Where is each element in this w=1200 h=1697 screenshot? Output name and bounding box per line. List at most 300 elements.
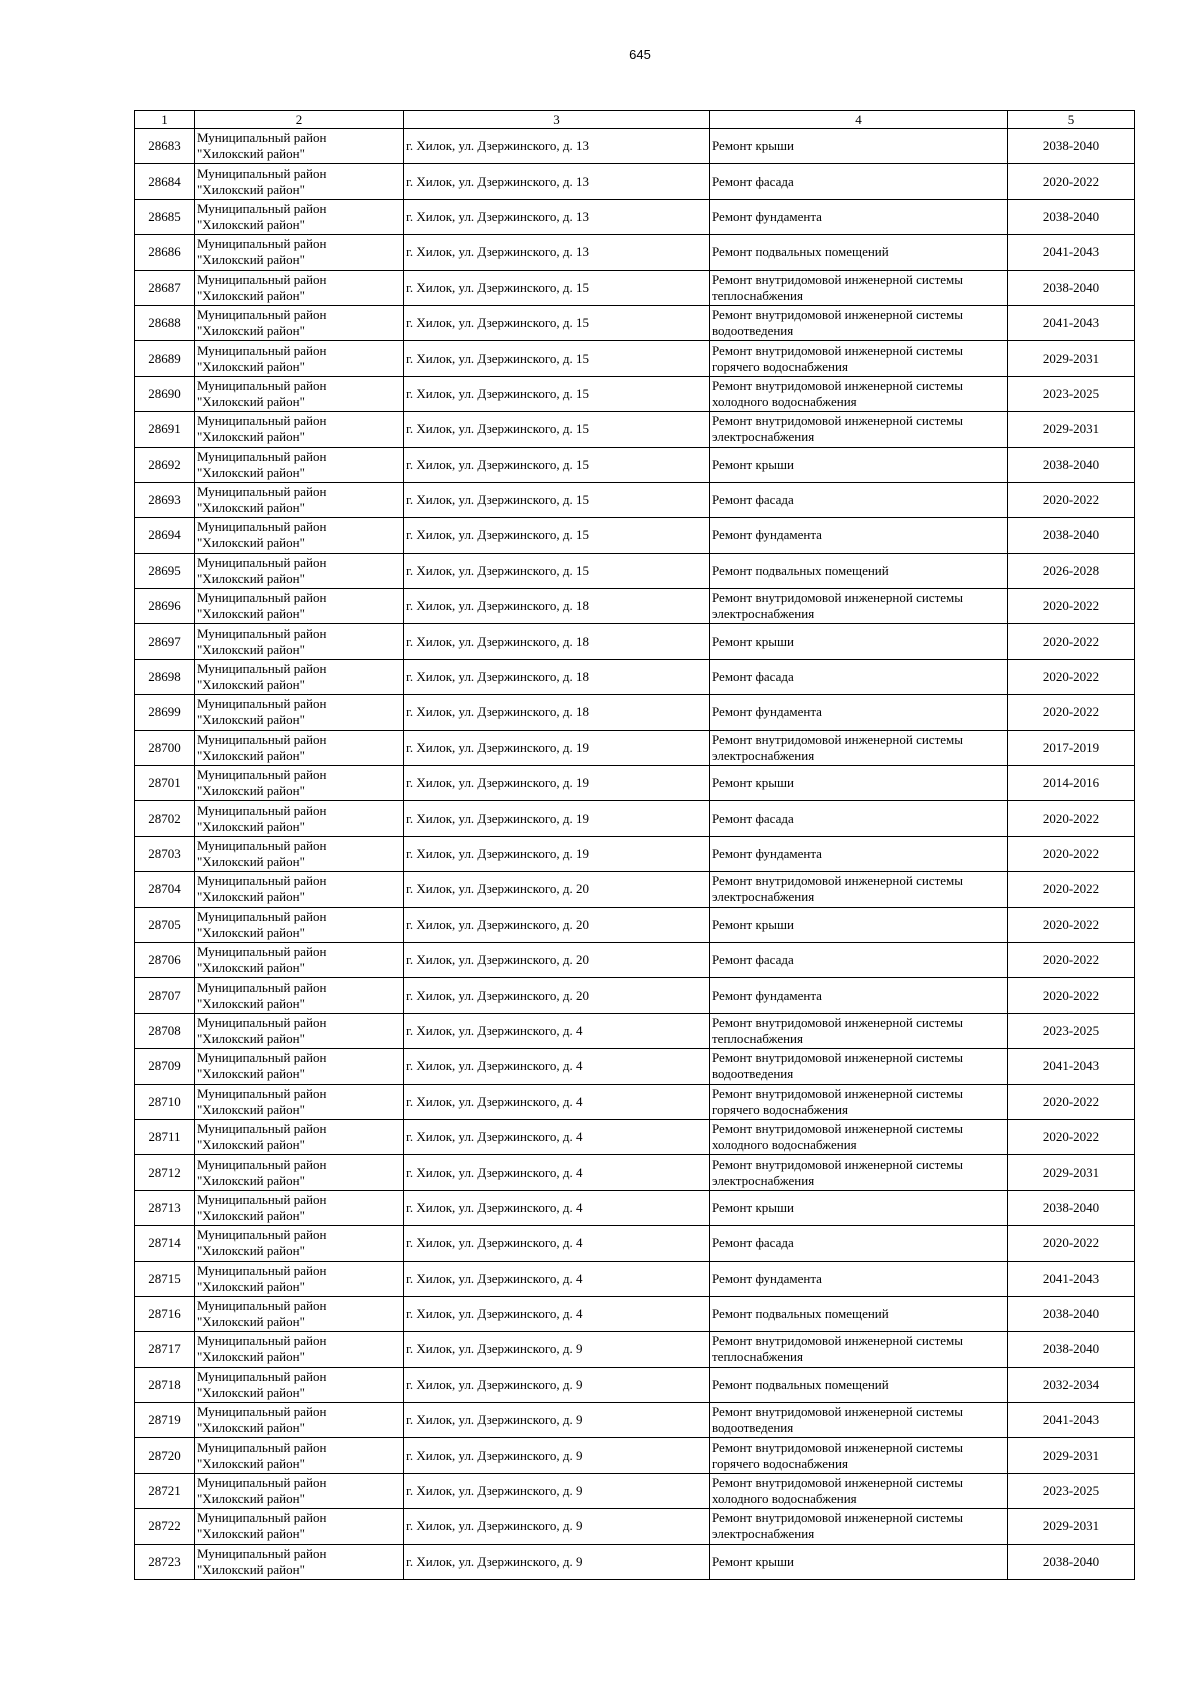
row-number-cell-text: 28698: [148, 669, 181, 685]
address-cell-text: г. Хилок, ул. Дзержинского, д. 4: [406, 1164, 583, 1180]
municipality-cell: [195, 1403, 404, 1438]
address-cell-text: г. Хилок, ул. Дзержинского, д. 19: [406, 775, 589, 791]
municipality-cell-text: Муниципальный район: [197, 1085, 327, 1101]
address-cell-text: г. Хилок, ул. Дзержинского, д. 20: [406, 987, 589, 1003]
municipality-cell: [195, 553, 404, 588]
municipality-cell-text: Муниципальный район: [197, 1545, 327, 1561]
address-cell: [404, 1473, 710, 1508]
address-cell: [404, 1367, 710, 1402]
municipality-cell-text: Муниципальный район: [197, 1368, 327, 1384]
address-cell: [404, 836, 710, 871]
row-number-cell-text: 28695: [148, 562, 181, 578]
address-cell: [404, 1544, 710, 1579]
row-number-cell-text: 28711: [148, 1129, 181, 1145]
repair-type-cell-text: Ремонт внутридомовой инженерной системы: [712, 1014, 963, 1030]
municipality-cell-text: Муниципальный район: [197, 377, 327, 393]
period-cell-text: 2038-2040: [1042, 1341, 1100, 1357]
table-row: [135, 305, 1135, 340]
row-number-cell: [135, 1013, 195, 1048]
repair-type-cell-text: Ремонт крыши: [712, 456, 794, 472]
row-number-cell: [135, 447, 195, 482]
row-number-cell: [135, 836, 195, 871]
row-number-cell-text: 28703: [148, 846, 181, 861]
period-cell-text: 2038-2040: [1042, 1306, 1100, 1322]
table-row: [135, 659, 1135, 694]
row-number-cell-text: 28699: [148, 704, 181, 720]
repair-type-cell-text: Ремонт крыши: [712, 1199, 794, 1215]
municipality-cell: [195, 624, 404, 659]
period-cell: [1008, 482, 1135, 517]
row-number-cell-text: 28685: [148, 208, 181, 224]
table-row: [135, 1013, 1135, 1048]
municipality-cell-text: "Хилокский район": [197, 1207, 305, 1223]
table-row: [135, 1049, 1135, 1084]
address-cell: [404, 447, 710, 482]
period-cell-text: 2032-2034: [1042, 1376, 1100, 1392]
repair-type-cell-text: Ремонт крыши: [712, 916, 794, 932]
period-cell: [1008, 1367, 1135, 1402]
row-number-cell: [135, 1544, 195, 1579]
municipality-cell-text: "Хилокский район": [197, 1420, 305, 1436]
address-cell: [404, 907, 710, 942]
repair-type-cell-text: электроснабжения: [712, 747, 815, 763]
period-cell-text: 2020-2022: [1042, 1235, 1100, 1251]
address-cell-text: г. Хилок, ул. Дзержинского, д. 9: [406, 1483, 583, 1499]
municipality-cell: [195, 730, 404, 765]
address-cell-text: г. Хилок, ул. Дзержинского, д. 9: [406, 1412, 583, 1428]
row-number-cell-text: 28686: [148, 244, 181, 260]
municipality-cell-text: Муниципальный район: [197, 625, 327, 641]
municipality-cell-text: Муниципальный район: [197, 1298, 327, 1314]
row-number-cell-text: 28693: [148, 492, 181, 508]
municipality-cell-text: Муниципальный район: [197, 1191, 327, 1207]
repair-type-cell-text: Ремонт фасада: [712, 952, 794, 968]
municipality-cell: [195, 766, 404, 801]
period-cell: [1008, 518, 1135, 553]
period-cell-text: 2020-2022: [1042, 916, 1100, 932]
row-number-cell-text: 28713: [148, 1199, 181, 1215]
municipality-cell-text: "Хилокский район": [197, 677, 305, 693]
municipality-cell-text: "Хилокский район": [197, 429, 305, 445]
address-cell-text: г. Хилок, ул. Дзержинского, д. 13: [406, 244, 589, 260]
repair-type-cell-text: Ремонт внутридомовой инженерной системы: [712, 377, 963, 393]
municipality-cell-text: "Хилокский район": [197, 1526, 305, 1542]
repair-type-cell: [710, 730, 1008, 765]
repair-type-cell: [710, 1013, 1008, 1048]
municipality-cell-text: Муниципальный район: [197, 1262, 327, 1278]
repair-type-cell-text: Ремонт фундамента: [712, 527, 822, 543]
address-cell-text: г. Хилок, ул. Дзержинского, д. 9: [406, 1518, 583, 1534]
address-cell-text: г. Хилок, ул. Дзержинского, д. 4: [406, 1129, 583, 1145]
period-cell-text: 2038-2040: [1042, 138, 1100, 154]
address-cell-text: г. Хилок, ул. Дзержинского, д. 19: [406, 739, 589, 755]
period-cell: [1008, 659, 1135, 694]
table-row: [135, 589, 1135, 624]
municipality-cell: [195, 164, 404, 199]
table-row: [135, 801, 1135, 836]
table-row: [135, 341, 1135, 376]
repair-type-cell: [710, 942, 1008, 977]
municipality-cell-text: "Хилокский район": [197, 606, 305, 622]
period-cell: [1008, 164, 1135, 199]
municipality-cell-text: Муниципальный район: [197, 1014, 327, 1030]
address-cell: [404, 341, 710, 376]
repair-type-cell: [710, 589, 1008, 624]
row-number-cell-text: 28717: [148, 1341, 181, 1357]
repair-type-cell-text: Ремонт подвальных помещений: [712, 1306, 889, 1322]
address-cell-text: г. Хилок, ул. Дзержинского, д. 9: [406, 1553, 583, 1569]
municipality-cell: [195, 695, 404, 730]
municipality-cell-text: Муниципальный район: [197, 802, 327, 818]
period-cell-text: 2026-2028: [1042, 562, 1100, 578]
row-number-cell: [135, 1155, 195, 1190]
repair-type-cell-text: Ремонт фасада: [712, 173, 794, 189]
address-cell: [404, 1226, 710, 1261]
address-cell: [404, 1261, 710, 1296]
period-cell: [1008, 553, 1135, 588]
address-cell-text: г. Хилок, ул. Дзержинского, д. 4: [406, 1306, 583, 1322]
row-number-cell: [135, 1226, 195, 1261]
row-number-cell: [135, 1509, 195, 1544]
repair-type-cell: [710, 164, 1008, 199]
row-number-cell: [135, 1403, 195, 1438]
period-cell-text: 2020-2022: [1042, 881, 1100, 897]
table-row: [135, 1084, 1135, 1119]
municipality-cell-text: Муниципальный район: [197, 130, 327, 146]
address-cell-text: г. Хилок, ул. Дзержинского, д. 4: [406, 1235, 583, 1251]
row-number-cell: [135, 1438, 195, 1473]
municipality-cell-text: "Хилокский район": [197, 1349, 305, 1365]
municipality-cell-text: "Хилокский район": [197, 1243, 305, 1259]
row-number-cell: [135, 341, 195, 376]
row-number-cell-text: 28710: [148, 1093, 181, 1109]
period-cell-text: 2038-2040: [1042, 208, 1100, 224]
repair-type-cell-text: горячего водоснабжения: [712, 1101, 848, 1117]
period-cell-text: 2038-2040: [1042, 1199, 1100, 1215]
address-cell: [404, 942, 710, 977]
period-cell-text: 2029-2031: [1042, 1447, 1100, 1463]
repair-type-cell: [710, 447, 1008, 482]
period-cell: [1008, 1084, 1135, 1119]
municipality-cell: [195, 978, 404, 1013]
table-row: [135, 518, 1135, 553]
period-cell-text: 2020-2022: [1042, 598, 1100, 614]
repair-type-cell-text: Ремонт внутридомовой инженерной системы: [712, 1121, 963, 1137]
period-cell: [1008, 624, 1135, 659]
row-number-cell: [135, 1367, 195, 1402]
address-cell: [404, 1084, 710, 1119]
repair-type-cell-text: водоотведения: [712, 1066, 794, 1082]
period-cell-text: 2038-2040: [1042, 456, 1100, 472]
period-cell: [1008, 1013, 1135, 1048]
table-row: [135, 766, 1135, 801]
repair-type-cell-text: Ремонт фасада: [712, 1235, 794, 1251]
repair-type-cell-text: теплоснабжения: [712, 287, 803, 303]
municipality-cell-text: "Хилокский район": [197, 854, 305, 869]
table-row: [135, 270, 1135, 305]
address-cell-text: г. Хилок, ул. Дзержинского, д. 15: [406, 315, 589, 331]
table-row: [135, 1296, 1135, 1331]
municipality-cell-text: Муниципальный район: [197, 1156, 327, 1172]
period-cell: [1008, 872, 1135, 907]
table-row: [135, 553, 1135, 588]
table-body: [135, 129, 1135, 1580]
municipality-cell-text: Муниципальный район: [197, 838, 327, 853]
repair-type-cell-text: Ремонт фасада: [712, 492, 794, 508]
address-cell-text: г. Хилок, ул. Дзержинского, д. 4: [406, 1093, 583, 1109]
municipality-cell-text: "Хилокский район": [197, 358, 305, 374]
repair-schedule-table: [134, 110, 1135, 1580]
address-cell-text: г. Хилок, ул. Дзержинского, д. 15: [406, 456, 589, 472]
municipality-cell: [195, 1119, 404, 1154]
table-row: [135, 235, 1135, 270]
row-number-cell: [135, 942, 195, 977]
row-number-cell: [135, 1190, 195, 1225]
row-number-cell: [135, 270, 195, 305]
municipality-cell-text: Муниципальный район: [197, 908, 327, 924]
period-cell-text: 2020-2022: [1042, 810, 1100, 826]
address-cell-text: г. Хилок, ул. Дзержинского, д. 15: [406, 492, 589, 508]
period-cell: [1008, 695, 1135, 730]
column-header-2: 2: [195, 111, 404, 129]
row-number-cell: [135, 1332, 195, 1367]
table-header-row: [135, 111, 1135, 129]
repair-type-cell: [710, 1403, 1008, 1438]
repair-type-cell-text: теплоснабжения: [712, 1349, 803, 1365]
row-number-cell: [135, 730, 195, 765]
address-cell: [404, 412, 710, 447]
table-row: [135, 376, 1135, 411]
period-cell: [1008, 1226, 1135, 1261]
municipality-cell: [195, 659, 404, 694]
period-cell: [1008, 836, 1135, 871]
row-number-cell-text: 28718: [148, 1376, 181, 1392]
row-number-cell: [135, 553, 195, 588]
address-cell-text: г. Хилок, ул. Дзержинского, д. 4: [406, 1058, 583, 1074]
row-number-cell-text: 28688: [148, 315, 181, 331]
repair-type-cell-text: Ремонт фундамента: [712, 987, 822, 1003]
repair-type-cell-text: холодного водоснабжения: [712, 393, 857, 409]
period-cell: [1008, 129, 1135, 164]
table-row: [135, 1438, 1135, 1473]
municipality-cell-text: "Хилокский район": [197, 1030, 305, 1046]
table-row: [135, 1367, 1135, 1402]
table-row: [135, 907, 1135, 942]
row-number-cell: [135, 695, 195, 730]
row-number-cell: [135, 376, 195, 411]
address-cell-text: г. Хилок, ул. Дзержинского, д. 4: [406, 1270, 583, 1286]
repair-type-cell-text: Ремонт внутридомовой инженерной системы: [712, 1156, 963, 1172]
period-cell: [1008, 270, 1135, 305]
municipality-cell-text: Муниципальный район: [197, 307, 327, 323]
municipality-cell-text: Муниципальный район: [197, 1510, 327, 1526]
row-number-cell-text: 28683: [148, 138, 181, 154]
municipality-cell: [195, 1367, 404, 1402]
row-number-cell-text: 28691: [148, 421, 181, 437]
address-cell: [404, 1190, 710, 1225]
municipality-cell-text: Муниципальный район: [197, 1404, 327, 1420]
address-cell-text: г. Хилок, ул. Дзержинского, д. 4: [406, 1022, 583, 1038]
period-cell: [1008, 589, 1135, 624]
row-number-cell-text: 28721: [148, 1483, 181, 1499]
address-cell-text: г. Хилок, ул. Дзержинского, д. 15: [406, 562, 589, 578]
address-cell: [404, 730, 710, 765]
municipality-cell-text: Муниципальный район: [197, 661, 327, 677]
municipality-cell-text: Муниципальный район: [197, 731, 327, 747]
address-cell-text: г. Хилок, ул. Дзержинского, д. 18: [406, 669, 589, 685]
column-header-3: 3: [404, 111, 710, 129]
municipality-cell-text: Муниципальный район: [197, 236, 327, 252]
municipality-cell-text: "Хилокский район": [197, 1455, 305, 1471]
period-cell: [1008, 199, 1135, 234]
table-row: [135, 1226, 1135, 1261]
address-cell-text: г. Хилок, ул. Дзержинского, д. 15: [406, 350, 589, 366]
row-number-cell-text: 28715: [148, 1270, 181, 1286]
period-cell-text: 2029-2031: [1042, 1164, 1100, 1180]
municipality-cell: [195, 376, 404, 411]
address-cell-text: г. Хилок, ул. Дзержинского, д. 19: [406, 810, 589, 826]
municipality-cell-text: "Хилокский район": [197, 641, 305, 657]
repair-type-cell-text: Ремонт внутридомовой инженерной системы: [712, 342, 963, 358]
table-row: [135, 942, 1135, 977]
municipality-cell-text: "Хилокский район": [197, 1561, 305, 1577]
municipality-cell-text: "Хилокский район": [197, 181, 305, 197]
repair-type-cell: [710, 482, 1008, 517]
address-cell: [404, 1403, 710, 1438]
period-cell: [1008, 235, 1135, 270]
repair-type-cell: [710, 1367, 1008, 1402]
period-cell-text: 2020-2022: [1042, 1093, 1100, 1109]
period-cell: [1008, 801, 1135, 836]
address-cell: [404, 695, 710, 730]
repair-type-cell-text: Ремонт крыши: [712, 633, 794, 649]
address-cell-text: г. Хилок, ул. Дзержинского, д. 9: [406, 1447, 583, 1463]
repair-type-cell-text: электроснабжения: [712, 1172, 815, 1188]
table-row: [135, 199, 1135, 234]
repair-type-cell-text: электроснабжения: [712, 606, 815, 622]
repair-type-cell-text: Ремонт внутридомовой инженерной системы: [712, 1475, 963, 1491]
repair-type-cell: [710, 801, 1008, 836]
municipality-cell-text: "Хилокский район": [197, 783, 305, 799]
period-cell: [1008, 1403, 1135, 1438]
period-cell: [1008, 1296, 1135, 1331]
municipality-cell: [195, 305, 404, 340]
table-row: [135, 1119, 1135, 1154]
repair-type-cell: [710, 235, 1008, 270]
repair-type-cell: [710, 270, 1008, 305]
period-cell-text: 2020-2022: [1042, 1129, 1100, 1145]
table-row: [135, 1155, 1135, 1190]
repair-type-cell-text: водоотведения: [712, 1420, 794, 1436]
row-number-cell: [135, 518, 195, 553]
period-cell: [1008, 1438, 1135, 1473]
repair-type-cell-text: Ремонт фундамента: [712, 208, 822, 224]
row-number-cell: [135, 907, 195, 942]
repair-type-cell: [710, 1509, 1008, 1544]
period-cell-text: 2017-2019: [1042, 739, 1100, 755]
row-number-cell-text: 28689: [148, 350, 181, 366]
municipality-cell: [195, 447, 404, 482]
repair-type-cell-text: Ремонт внутридомовой инженерной системы: [712, 1050, 963, 1066]
repair-type-cell-text: Ремонт подвальных помещений: [712, 1376, 889, 1392]
municipality-cell: [195, 1473, 404, 1508]
repair-type-cell: [710, 1155, 1008, 1190]
municipality-cell-text: "Хилокский район": [197, 500, 305, 516]
row-number-cell-text: 28696: [148, 598, 181, 614]
period-cell: [1008, 341, 1135, 376]
row-number-cell: [135, 199, 195, 234]
period-cell-text: 2020-2022: [1042, 952, 1100, 968]
repair-type-cell: [710, 376, 1008, 411]
municipality-cell-text: Муниципальный район: [197, 944, 327, 960]
address-cell: [404, 978, 710, 1013]
municipality-cell-text: "Хилокский район": [197, 146, 305, 162]
municipality-cell: [195, 518, 404, 553]
row-number-cell: [135, 482, 195, 517]
column-header-4: 4: [710, 111, 1008, 129]
period-cell: [1008, 1544, 1135, 1579]
repair-type-cell: [710, 659, 1008, 694]
table-row: [135, 730, 1135, 765]
repair-type-cell-text: Ремонт внутридомовой инженерной системы: [712, 590, 963, 606]
municipality-cell: [195, 1296, 404, 1331]
period-cell-text: 2041-2043: [1042, 1412, 1100, 1428]
period-cell-text: 2020-2022: [1042, 846, 1100, 861]
period-cell-text: 2020-2022: [1042, 704, 1100, 720]
table-row: [135, 447, 1135, 482]
municipality-cell: [195, 412, 404, 447]
address-cell: [404, 376, 710, 411]
table-row: [135, 1544, 1135, 1579]
row-number-cell: [135, 164, 195, 199]
municipality-cell: [195, 1438, 404, 1473]
table-row: [135, 164, 1135, 199]
municipality-cell-text: Муниципальный район: [197, 1333, 327, 1349]
repair-type-cell-text: холодного водоснабжения: [712, 1491, 857, 1507]
municipality-cell-text: Муниципальный район: [197, 342, 327, 358]
address-cell: [404, 1049, 710, 1084]
row-number-cell-text: 28722: [148, 1518, 181, 1534]
row-number-cell: [135, 978, 195, 1013]
repair-type-cell: [710, 1438, 1008, 1473]
row-number-cell-text: 28705: [148, 916, 181, 932]
municipality-cell-text: "Хилокский район": [197, 712, 305, 728]
address-cell: [404, 766, 710, 801]
municipality-cell: [195, 1544, 404, 1579]
municipality-cell: [195, 801, 404, 836]
municipality-cell-text: "Хилокский район": [197, 747, 305, 763]
repair-type-cell-text: Ремонт фундамента: [712, 1270, 822, 1286]
municipality-cell-text: Муниципальный район: [197, 696, 327, 712]
address-cell-text: г. Хилок, ул. Дзержинского, д. 18: [406, 633, 589, 649]
repair-type-cell: [710, 1190, 1008, 1225]
repair-type-cell: [710, 199, 1008, 234]
repair-type-cell-text: Ремонт внутридомовой инженерной системы: [712, 307, 963, 323]
row-number-cell: [135, 1049, 195, 1084]
municipality-cell-text: "Хилокский район": [197, 818, 305, 834]
municipality-cell-text: "Хилокский район": [197, 323, 305, 339]
repair-type-cell-text: Ремонт фундамента: [712, 704, 822, 720]
row-number-cell-text: 28697: [148, 633, 181, 649]
repair-type-cell: [710, 872, 1008, 907]
municipality-cell-text: "Хилокский район": [197, 1314, 305, 1330]
period-cell-text: 2020-2022: [1042, 492, 1100, 508]
repair-type-cell-text: Ремонт подвальных помещений: [712, 562, 889, 578]
repair-type-cell: [710, 1296, 1008, 1331]
period-cell: [1008, 1509, 1135, 1544]
row-number-cell: [135, 235, 195, 270]
period-cell: [1008, 1473, 1135, 1508]
